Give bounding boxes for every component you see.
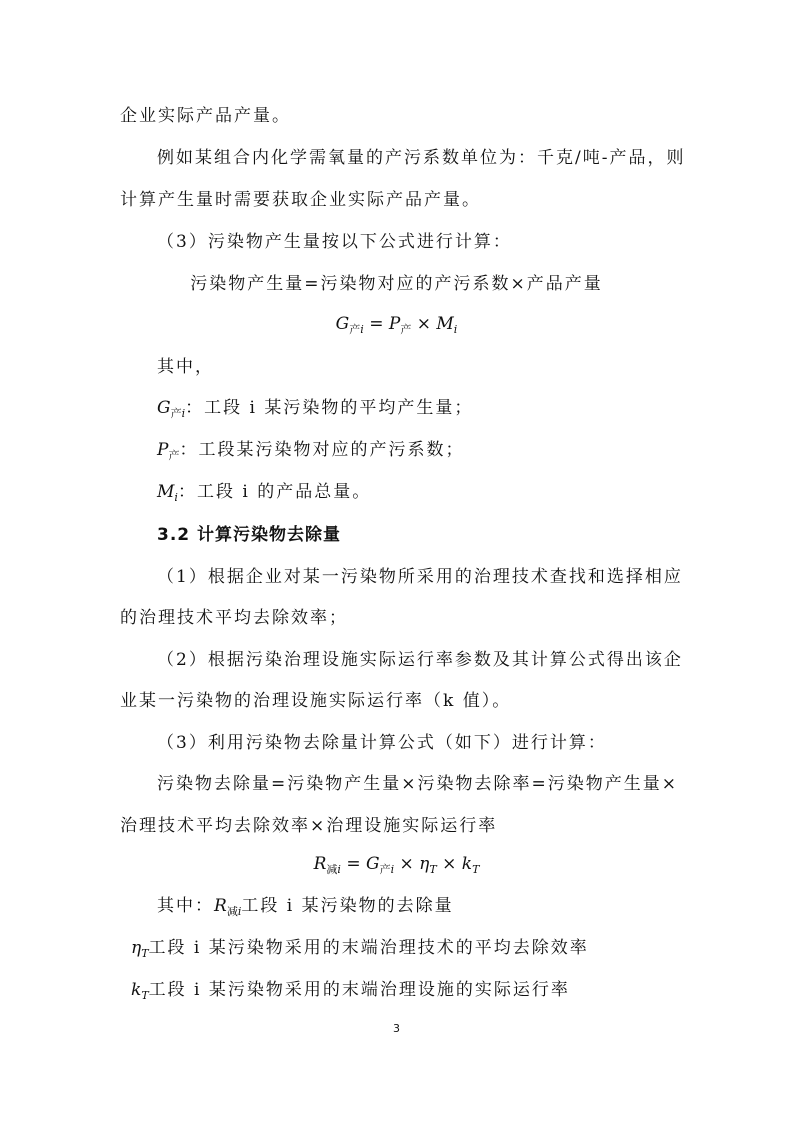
- text-line: 治理技术平均去除效率×治理设施实际运行率: [120, 816, 498, 836]
- definition-k: $k_T$工段 i 某污染物采用的末端治理设施的实际运行率: [131, 980, 570, 1002]
- text-line: 企业实际产品产量。: [120, 106, 291, 126]
- text-line: （3）污染物产生量按以下公式进行计算：: [157, 232, 512, 252]
- formula-removal: $R_{减i} = G_{产i} \times \eta_T \times k_T$: [313, 854, 480, 876]
- formula-production: $G_{产i} = P_产 \times M_i$: [335, 314, 458, 336]
- text-line: 业某一污染物的治理设施实际运行率（k 值）。: [120, 691, 512, 711]
- definition-m: $M_i$：工段 i 的产品总量。: [157, 482, 372, 504]
- definition-r: 其中：$R_{减i}$工段 i 某污染物的去除量: [157, 896, 454, 918]
- text-line: 其中，: [157, 357, 214, 377]
- formula-text: 污染物产生量=污染物对应的产污系数×产品产量: [190, 274, 603, 294]
- text-line: 例如某组合内化学需氧量的产污系数单位为：千克/吨-产品，则: [157, 148, 686, 168]
- text-line: 的治理技术平均去除效率；: [120, 608, 348, 628]
- section-heading: 3.2 计算污染物去除量: [157, 525, 342, 545]
- text-line: （1）根据企业对某一污染物所采用的治理技术查找和选择相应: [157, 567, 683, 587]
- definition-p: $P_产$：工段某污染物对应的产污系数；: [157, 440, 465, 462]
- definition-g: $G_{产i}$：工段 i 某污染物的平均产生量；: [157, 398, 474, 420]
- text-line: （2）根据污染治理设施实际运行率参数及其计算公式得出该企: [157, 650, 683, 670]
- text-line: 污染物去除量=污染物产生量×污染物去除率=污染物产生量×: [157, 774, 678, 794]
- page-number: 3: [393, 1022, 400, 1035]
- text-line: （3）利用污染物去除量计算公式（如下）进行计算：: [157, 733, 607, 753]
- definition-eta: $\eta_T$工段 i 某污染物采用的末端治理技术的平均去除效率: [131, 938, 589, 960]
- text-line: 计算产生量时需要获取企业实际产品产量。: [120, 190, 481, 210]
